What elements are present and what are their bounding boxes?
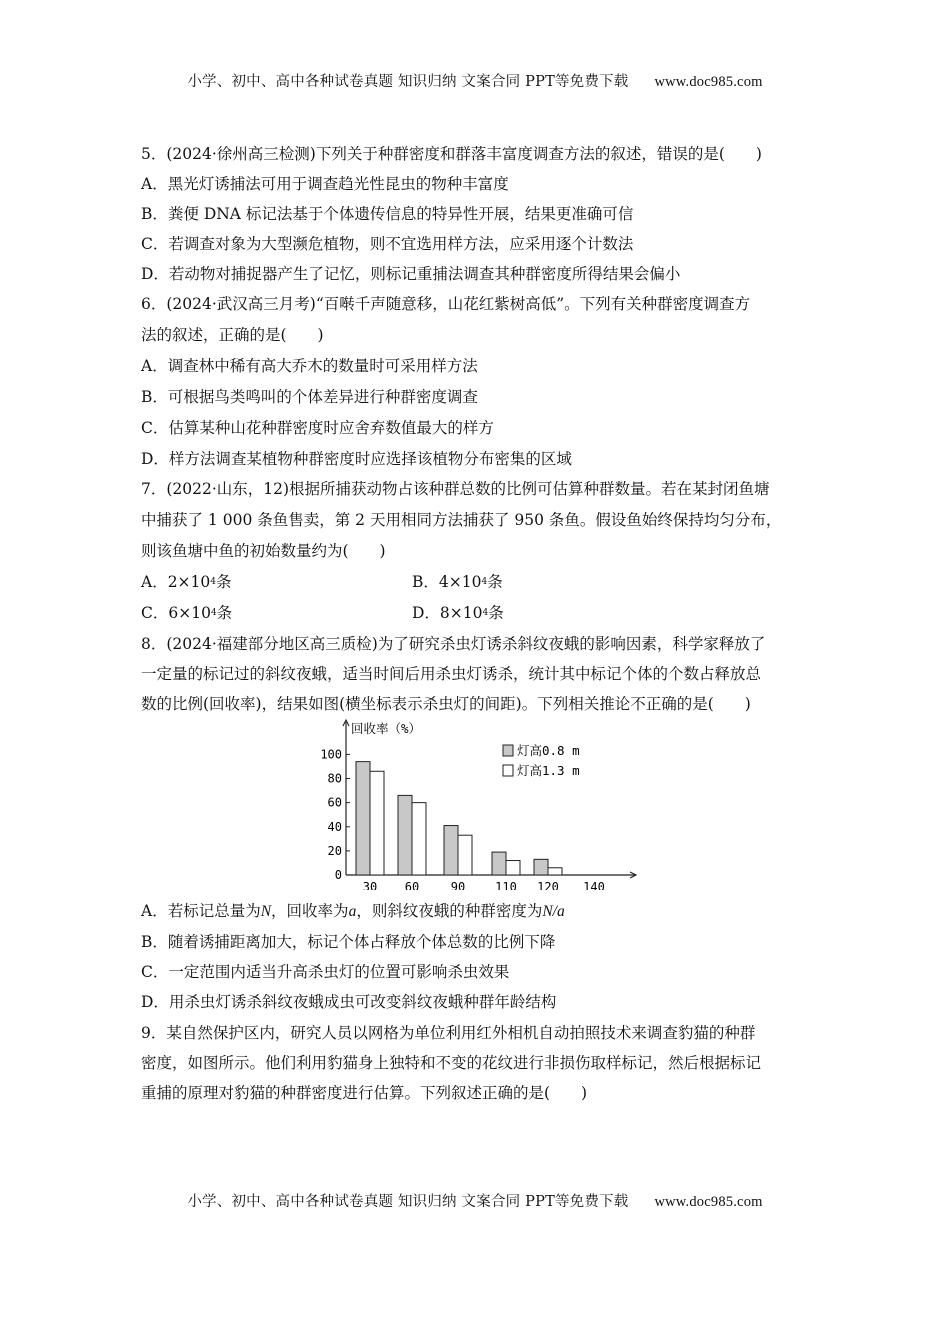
- q5-option-d: D．若动物对捕捉器产生了记忆，则标记重捕法调查其种群密度所得结果会偏小: [141, 265, 681, 283]
- header-url[interactable]: www.doc985.com: [654, 74, 763, 90]
- y-tick-label: 40: [327, 819, 342, 834]
- q6-stem-line1: 6．(2024·武汉高三月考)“百啭千声随意移，山花红紫树高低”。下列有关种群密度调查方: [141, 295, 751, 313]
- q7-stem-line1: 7．(2022·山东，12)根据所捕获动物占该种群总数的比例可估算种群数量。若在某封闭鱼塘: [141, 480, 770, 498]
- legend-label: 灯高0.8 m: [517, 743, 580, 758]
- page-footer: [0, 1190, 950, 1211]
- legend-label: 灯高1.3 m: [517, 763, 580, 778]
- q5-option-c: C．若调查对象为大型濒危植物，则不宜选用样方法，应采用逐个计数法: [141, 235, 634, 253]
- y-tick-label: 80: [327, 771, 342, 786]
- bar-lamp-0-8m: [356, 762, 370, 875]
- q7-option-b: B．$4\times 10^4$条: [412, 573, 503, 591]
- y-tick-label: 20: [327, 843, 342, 858]
- q9-stem-line3: 重捕的原理对豹猫的种群密度进行估算。下列叙述正确的是( ): [141, 1084, 588, 1102]
- q7-stem-line2: 中捕获了 1 000 条鱼售卖，第 2 天用相同方法捕获了 950 条鱼。假设鱼始终保持均匀分布，: [141, 511, 782, 529]
- q8-option-a: A．若标记总量为N，回收率为a，则斜纹夜蛾的种群密度为N/a: [141, 902, 565, 920]
- bar-lamp-1-3m: [548, 868, 562, 875]
- x-tick-label: 120: [537, 880, 559, 890]
- q5-option-a: A．黑光灯诱捕法可用于调查趋光性昆虫的物种丰富度: [141, 175, 509, 193]
- q9-stem-line2: 密度，如图所示。他们利用豹猫身上独特和不变的花纹进行非损伤取样标记，然后根据标记: [141, 1054, 762, 1072]
- footer-text: 小学、初中、高中各种试卷真题 知识归纳 文案合同 PPT等免费下载: [187, 1194, 629, 1210]
- x-tick-label: 90: [450, 880, 466, 890]
- y-axis-label: 回收率（%）: [351, 721, 422, 736]
- q8-stem-line1: 8．(2024·福建部分地区高三质检)为了研究杀虫灯诱杀斜纹夜蛾的影响因素，科学家释放了: [141, 635, 766, 653]
- x-tick-label: 140: [583, 880, 605, 890]
- x-tick-label: 30: [362, 880, 378, 890]
- x-tick-label: 60: [404, 880, 420, 890]
- q6-option-d: D．样方法调查某植物种群密度时应选择该植物分布密集的区域: [141, 450, 572, 468]
- y-tick-label: 0: [334, 868, 342, 882]
- q8-option-b: B．随着诱捕距离加大，标记个体占释放个体总数的比例下降: [141, 933, 556, 951]
- header-text: 小学、初中、高中各种试卷真题 知识归纳 文案合同 PPT等免费下载: [187, 74, 629, 90]
- page-header: [0, 70, 950, 91]
- bar-lamp-1-3m: [412, 803, 426, 875]
- footer-url[interactable]: www.doc985.com: [654, 1194, 763, 1210]
- legend-swatch: [503, 745, 513, 756]
- x-tick-label: 110: [495, 880, 517, 890]
- bar-lamp-0-8m: [534, 859, 548, 875]
- bar-lamp-1-3m: [506, 861, 520, 875]
- q8-option-c: C．一定范围内适当升高杀虫灯的位置可影响杀虫效果: [141, 963, 510, 981]
- q5-option-b: B．粪便 DNA 标记法基于个体遗传信息的特异性开展，结果更准确可信: [141, 205, 634, 223]
- q8-stem-line3: 数的比例(回收率)，结果如图(横坐标表示杀虫灯的间距)。下列相关推论不正确的是( ): [141, 695, 751, 713]
- y-tick-label: 100: [320, 747, 342, 762]
- bar-lamp-1-3m: [370, 771, 384, 875]
- q6-option-a: A．调查林中稀有高大乔木的数量时可采用样方法: [141, 357, 478, 375]
- bar-lamp-0-8m: [492, 852, 506, 875]
- bar-lamp-0-8m: [444, 826, 458, 875]
- bar-lamp-1-3m: [458, 835, 472, 875]
- q7-option-d: D．$8\times 10^4$条: [412, 604, 504, 622]
- y-tick-label: 60: [327, 795, 342, 810]
- recovery-rate-bar-chart: [300, 718, 650, 890]
- q7-option-a: A．$2\times 10^4$条: [141, 573, 232, 591]
- q6-option-c: C．估算某种山花种群密度时应舍弃数值最大的样方: [141, 419, 494, 437]
- q8-option-d: D．用杀虫灯诱杀斜纹夜蛾成虫可改变斜纹夜蛾种群年龄结构: [141, 993, 557, 1011]
- q8-stem-line2: 一定量的标记过的斜纹夜蛾，适当时间后用杀虫灯诱杀，统计其中标记个体的个数占释放总: [141, 665, 762, 683]
- q9-stem-line1: 9．某自然保护区内，研究人员以网格为单位利用红外相机自动拍照技术来调查豹猫的种群: [141, 1024, 756, 1042]
- q7-stem-line3: 则该鱼塘中鱼的初始数量约为( ): [141, 542, 386, 560]
- legend-swatch: [503, 765, 513, 776]
- q6-stem-line2: 法的叙述，正确的是( ): [141, 326, 324, 344]
- q5-stem: 5．(2024·徐州高三检测)下列关于种群密度和群落丰富度调查方法的叙述，错误的是( ): [141, 145, 762, 163]
- q7-option-c: C．$6\times 10^4$条: [141, 604, 233, 622]
- q6-option-b: B．可根据鸟类鸣叫的个体差异进行种群密度调查: [141, 388, 478, 406]
- bar-lamp-0-8m: [398, 795, 412, 875]
